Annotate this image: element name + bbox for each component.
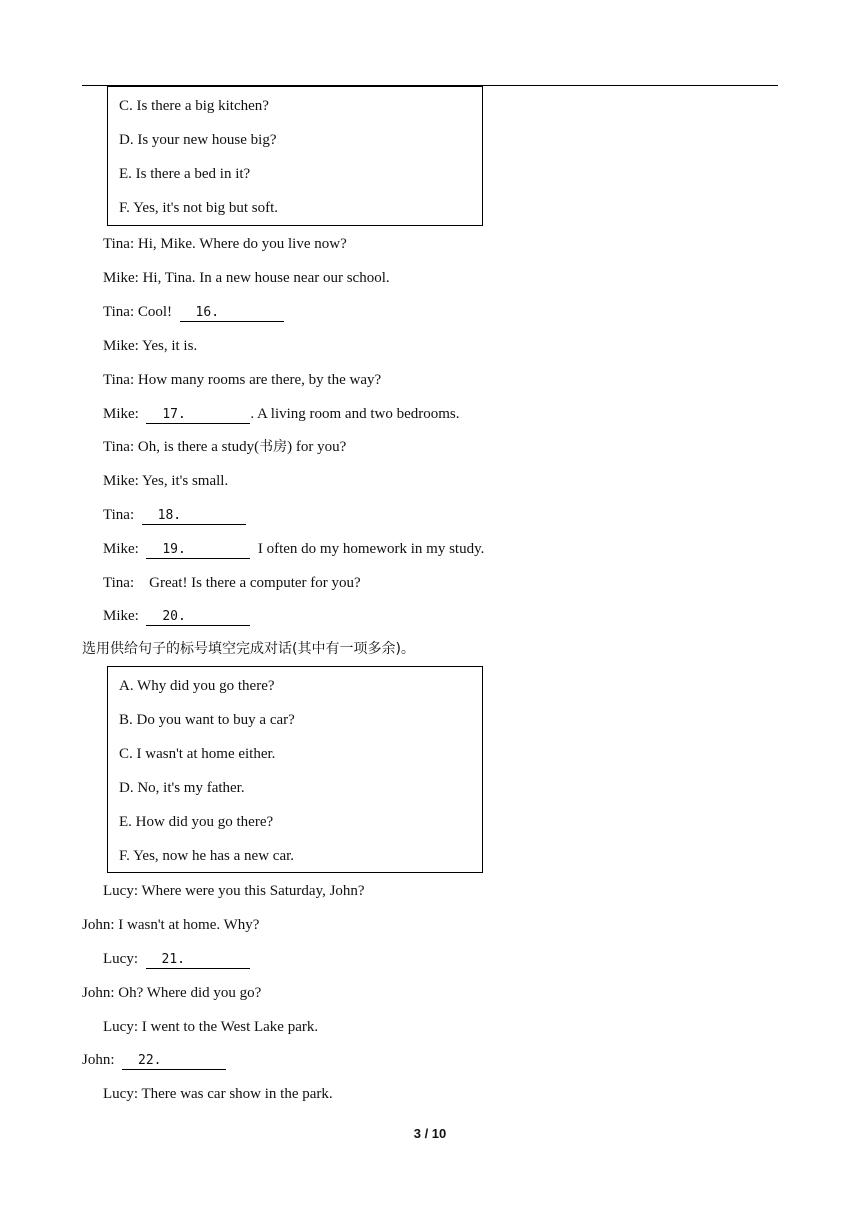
dialogue-line: Mike: Yes, it is. [103,338,198,354]
line-pre-text: Tina: Oh, is there a study( [103,439,260,455]
option-f: F. Yes, now he has a new car. [119,848,295,864]
dialogue-line: John: Oh? Where did you go? [82,985,262,1001]
dialogue-line: Tina: How many rooms are there, by the way? [103,372,382,388]
line-speaker-text: Mike: [103,608,139,624]
dialogue-line: Lucy: Where were you this Saturday, John? [103,883,365,899]
line-post-text: . A living room and two bedrooms. [250,406,460,422]
dialogue-line: Mike: Yes, it's small. [103,473,229,489]
answer-blank-20[interactable]: 20. [146,609,250,626]
dialogue-line [103,405,460,424]
answer-blank-21[interactable]: 21. [146,952,250,969]
options-box-bottom [107,666,483,873]
chinese-gloss: 书房 [259,439,288,455]
section-instruction: 选用供给句子的标号填空完成对话(其中有一项多余)。 [82,641,415,657]
option-d: D. No, it's my father. [119,780,245,796]
dialogue-line: Tina: Great! Is there a computer for you? [103,575,361,591]
dialogue-line: Lucy: I went to the West Lake park. [103,1019,319,1035]
option-c: C. Is there a big kitchen? [119,98,269,114]
line-post-text: I often do my homework in my study. [257,541,485,557]
line-speaker-text: Tina: [103,507,135,523]
dialogue-line [103,607,250,626]
page-number: 3 / 10 [413,1126,447,1141]
dialogue-line [103,506,246,525]
line-speaker-text: Lucy: [103,951,138,967]
dialogue-line: John: I wasn't at home. Why? [82,917,260,933]
dialogue-line: Mike: Hi, Tina. In a new house near our school. [103,270,390,286]
line-speaker-text: John: [82,1052,115,1068]
option-f: F. Yes, it's not big but soft. [119,200,279,216]
options-box-top [107,86,483,226]
dialogue-line [103,540,484,559]
option-e: E. Is there a bed in it? [119,166,251,182]
dialogue-line [103,950,250,969]
dialogue-line: Tina: Hi, Mike. Where do you live now? [103,236,347,252]
line-speaker-text: Mike: [103,541,139,557]
option-a: A. Why did you go there? [119,678,275,694]
dialogue-line [103,438,346,456]
line-speaker-text: Tina: Cool! [103,304,173,320]
answer-blank-19[interactable]: 19. [146,542,250,559]
answer-blank-16[interactable]: 16. [180,305,284,322]
option-d: D. Is your new house big? [119,132,277,148]
dialogue-line [82,1051,226,1070]
line-post-text: ) for you? [287,439,347,455]
option-e: E. How did you go there? [119,814,274,830]
answer-blank-17[interactable]: 17. [146,407,250,424]
option-b: B. Do you want to buy a car? [119,712,295,728]
option-c: C. I wasn't at home either. [119,746,276,762]
answer-blank-18[interactable]: 18. [142,508,246,525]
dialogue-line [103,303,284,322]
line-speaker-text: Mike: [103,406,139,422]
answer-blank-22[interactable]: 22. [122,1053,226,1070]
dialogue-line: Lucy: There was car show in the park. [103,1086,333,1102]
